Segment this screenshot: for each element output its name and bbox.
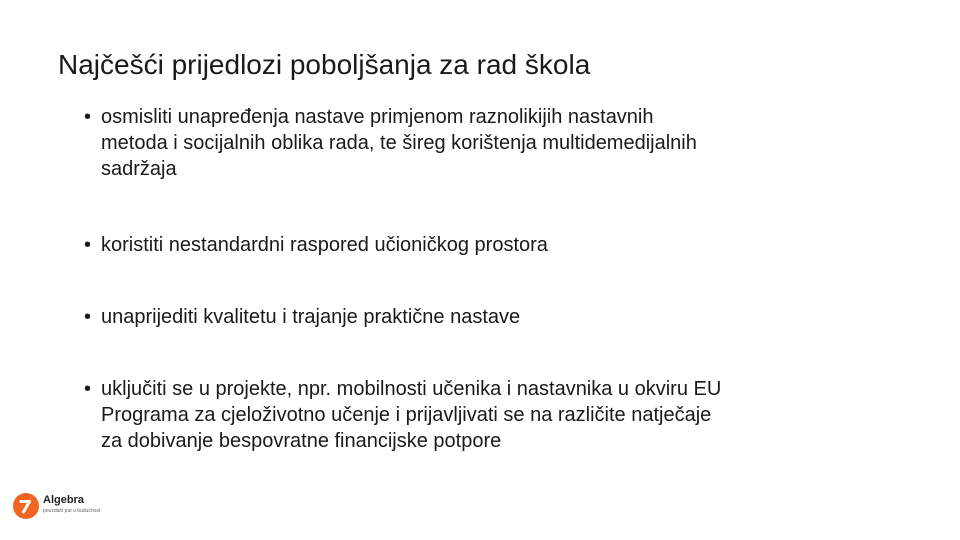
bullet-text: osmisliti unapređenja nastave primjenom raznolikijih nastavnih metoda i socijalnih oblika rada, te šireg korištenja multidemedijalnih sadržaja xyxy=(101,106,697,180)
bullet-item xyxy=(84,376,904,454)
logo-name: Algebra xyxy=(43,494,84,506)
slide-title: Najčešći prijedlozi poboljšanja za rad škola xyxy=(58,49,591,80)
bullet-item xyxy=(84,104,904,182)
bullet-text: koristiti nestandardni raspored učioničkog prostora xyxy=(101,234,548,256)
bullet-list xyxy=(84,104,904,454)
bullet-item xyxy=(84,304,904,330)
bullet-text: unaprijediti kvalitetu i trajanje praktične nastave xyxy=(101,306,521,328)
bullet-item xyxy=(84,232,904,258)
logo-tagline: pouzdani put u budućnost xyxy=(43,508,101,514)
algebra-logo-icon xyxy=(12,492,40,520)
algebra-logo xyxy=(12,492,102,522)
bullet-text: uključiti se u projekte, npr. mobilnosti učenika i nastavnika u okviru EU Programa za cjeloživotno učenje i prijavljivati se na različite natječaje za dobivanje bespovratne financijske potpore xyxy=(101,378,722,452)
